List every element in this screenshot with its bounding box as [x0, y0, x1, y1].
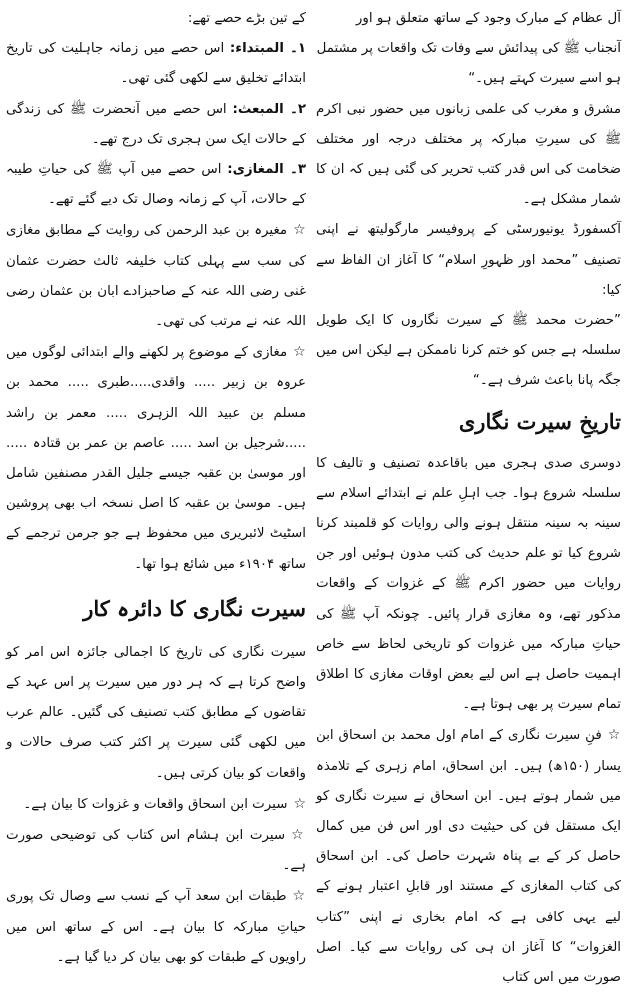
- part-text: اس حصے میں آنحضرت ﷺ کی زندگی کے حالات ایک سن ہجری تک درج تھے۔: [6, 101, 306, 147]
- left-column: [6, 4, 306, 980]
- paragraph-scope: سیرت نگاری کی تاریخ کا اجمالی جائزہ اس امر کو واضح کرتا ہے کہ ہر دور میں سیرت پر اس عہد کے تقاضوں کے مطابق کتب تصنیف کی گئیں۔ عالم عرب میں لکھی گئی سیرت پر اکثر کتب صرف حالات و واقعات کو بیان کرتی ہیں۔: [6, 644, 306, 781]
- part-item: [6, 34, 306, 94]
- part-item: [6, 95, 306, 155]
- list-item-text: سیرت ابن اسحاق واقعات و غزوات کا بیان ہے۔: [23, 796, 288, 812]
- paragraph-sirat-books: مشرق و مغرب کی علمی زبانوں میں حضور نبی اکرم ﷺ کی سیرتِ مبارکہ پر مختلف درجہ اور مختلف ضخامت کی اس قدر کتب تحریر کی گئی ہیں کہ ان کا شمار مشکل ہے۔: [316, 101, 621, 208]
- part-number: ۱۔ المبتداء:: [229, 41, 306, 57]
- list-item-text: سیرت ابن ہشام اس کتاب کی توضیحی صورت ہے۔: [6, 828, 306, 874]
- part-item: [6, 155, 306, 215]
- star-icon: ☆: [293, 222, 306, 239]
- star-icon: ☆: [607, 727, 621, 744]
- intro-line-3: ہو اسے سیرت کہتے ہیں۔“: [468, 71, 621, 87]
- list-item: [6, 881, 306, 973]
- paragraph-early-writers: [6, 337, 306, 580]
- intro-line-1: آل عظام کے مبارک وجود کے ساتھ متعلق ہو اور: [355, 11, 621, 26]
- star-icon: ☆: [292, 888, 306, 905]
- parts-intro: کے تین بڑے حصے تھے:: [187, 11, 306, 26]
- star-icon: ☆: [293, 344, 306, 361]
- section-heading-scope: سیرت نگاری کا دائرہ کار: [83, 595, 306, 621]
- part-number: ۲۔ المبعث:: [232, 101, 306, 117]
- star-icon: ☆: [291, 827, 306, 844]
- paragraph-history: دوسری صدی ہجری میں باقاعدہ تصنیف و تالیف کا سلسلہ شروع ہوا۔ جب اہلِ علم نے ابتدائے اسلام سے سینہ بہ سینہ منتقل ہونے والی روایات کو قلمبند کرنا شروع کیا تو علم حدیث کی کتب مدون ہوئیں اور جن روایات میں حضور اکرم ﷺ کے غزوات کے واقعات مذکور تھے، وہ مغازی قرار پائیں۔ چونکہ آپ ﷺ کی حیاتِ مبارکہ میں غزوات کو تاریخی لحاظ سے خاص اہمیت حاصل ہے اس لیے بعض اوقات مغازی کا اطلاق تمام سیرت پر بھی ہوتا ہے۔: [316, 455, 621, 713]
- paragraph-margoliouth: آکسفورڈ یونیورسٹی کے پروفیسر مارگولیتھ نے اپنی تصنیف ”محمد اور ظہورِ اسلام“ کا آغاز ان الفاظ سے کیا:: [316, 222, 621, 298]
- paragraph-ibn-ishaq: [316, 720, 621, 993]
- mughira-text: مغیرہ بن عبد الرحمن کی روایت کے مطابق مغازی کی سب سے پہلی کتاب خلیفہ ثالث حضرت عثمان غنی رضی اللہ عنہ کے صاحبزادے ابان بن عثمان رضی اللہ عنہ نے مرتب کی تھی۔: [6, 223, 306, 330]
- part-text: اس حصے میں زمانہ جاہلیت کی تاریخ ابتدائے تخلیق سے لکھی گئی تھی۔: [6, 41, 306, 87]
- section-heading-history: تاریخِ سیرت نگاری: [458, 408, 621, 434]
- margoliouth-quote: ”حضرت محمد ﷺ کے سیرت نگاروں کا ایک طویل سلسلہ ہے جس کو ختم کرنا ناممکن ہے لیکن اس میں جگہ پانا باعث شرف ہے۔“: [316, 313, 621, 389]
- right-column: [316, 4, 621, 986]
- list-item-text: طبقات ابن سعد آپ کے نسب سے وصال تک پوری حیاتِ مبارکہ کا بیان ہے۔ اس کے ساتھ اس میں راویوں کے طبقات کو بھی بیان کر دیا گیا ہے۔: [6, 889, 306, 965]
- paragraph-mughira: [6, 215, 306, 337]
- ibn-ishaq-text: فنِ سیرت نگاری کے امام اول محمد بن اسحاق ابن یسار (۱۵۰ھ) ہیں۔ ابن اسحاق، امام زہری کے تلامذہ میں شمار ہوتے ہیں۔ ابن اسحاق نے سیرت نگاری کو ایک مستقل فن کی حیثیت دی اور اس فن میں کمال حاصل کر کے بے پناہ شہرت حاصل کی۔ ابن اسحاق کی کتاب المغازی کے مستند اور قابلِ اعتبار ہونے کے لیے یہی کافی ہے کہ امام بخاری نے اپنی ”کتاب الغزوات“ کا آغاز ان ہی کی روایات سے کیا۔ اصل صورت میں اس کتاب: [316, 728, 621, 986]
- list-item: [6, 789, 306, 820]
- part-text: اس حصے میں آپ ﷺ کی حیاتِ طیبہ کے حالات، آپ کے زمانہ وصال تک دیے گئے تھے۔: [6, 162, 306, 208]
- early-writers-text: مغازی کے موضوع پر لکھنے والے ابتدائی لوگوں میں عروہ بن زبیر ..... واقدی.....طبری ..... محمد بن مسلم بن عبید اللہ الزہری ..... معمر بن راشد .....شرجیل بن اسد ..... عاصم بن عمر بن قتادہ ..... اور موسیٰ بن عقبہ جیسے جلیل القدر مصنفین شامل ہیں۔ موسیٰ بن عقبہ کا اصل نسخہ اب بھی پروشین اسٹیٹ لائبریری میں محفوظ ہے جو جرمن ترجمے کے ساتھ ۱۹۰۴ء میں شائع ہوا تھا۔: [6, 345, 306, 572]
- part-number: ۳۔ المغازی:: [227, 162, 307, 178]
- star-icon: ☆: [293, 795, 306, 812]
- list-item: [6, 820, 306, 881]
- intro-line-2: آنجناب ﷺ کی پیدائش سے وفات تک واقعات پر مشتمل: [316, 41, 621, 57]
